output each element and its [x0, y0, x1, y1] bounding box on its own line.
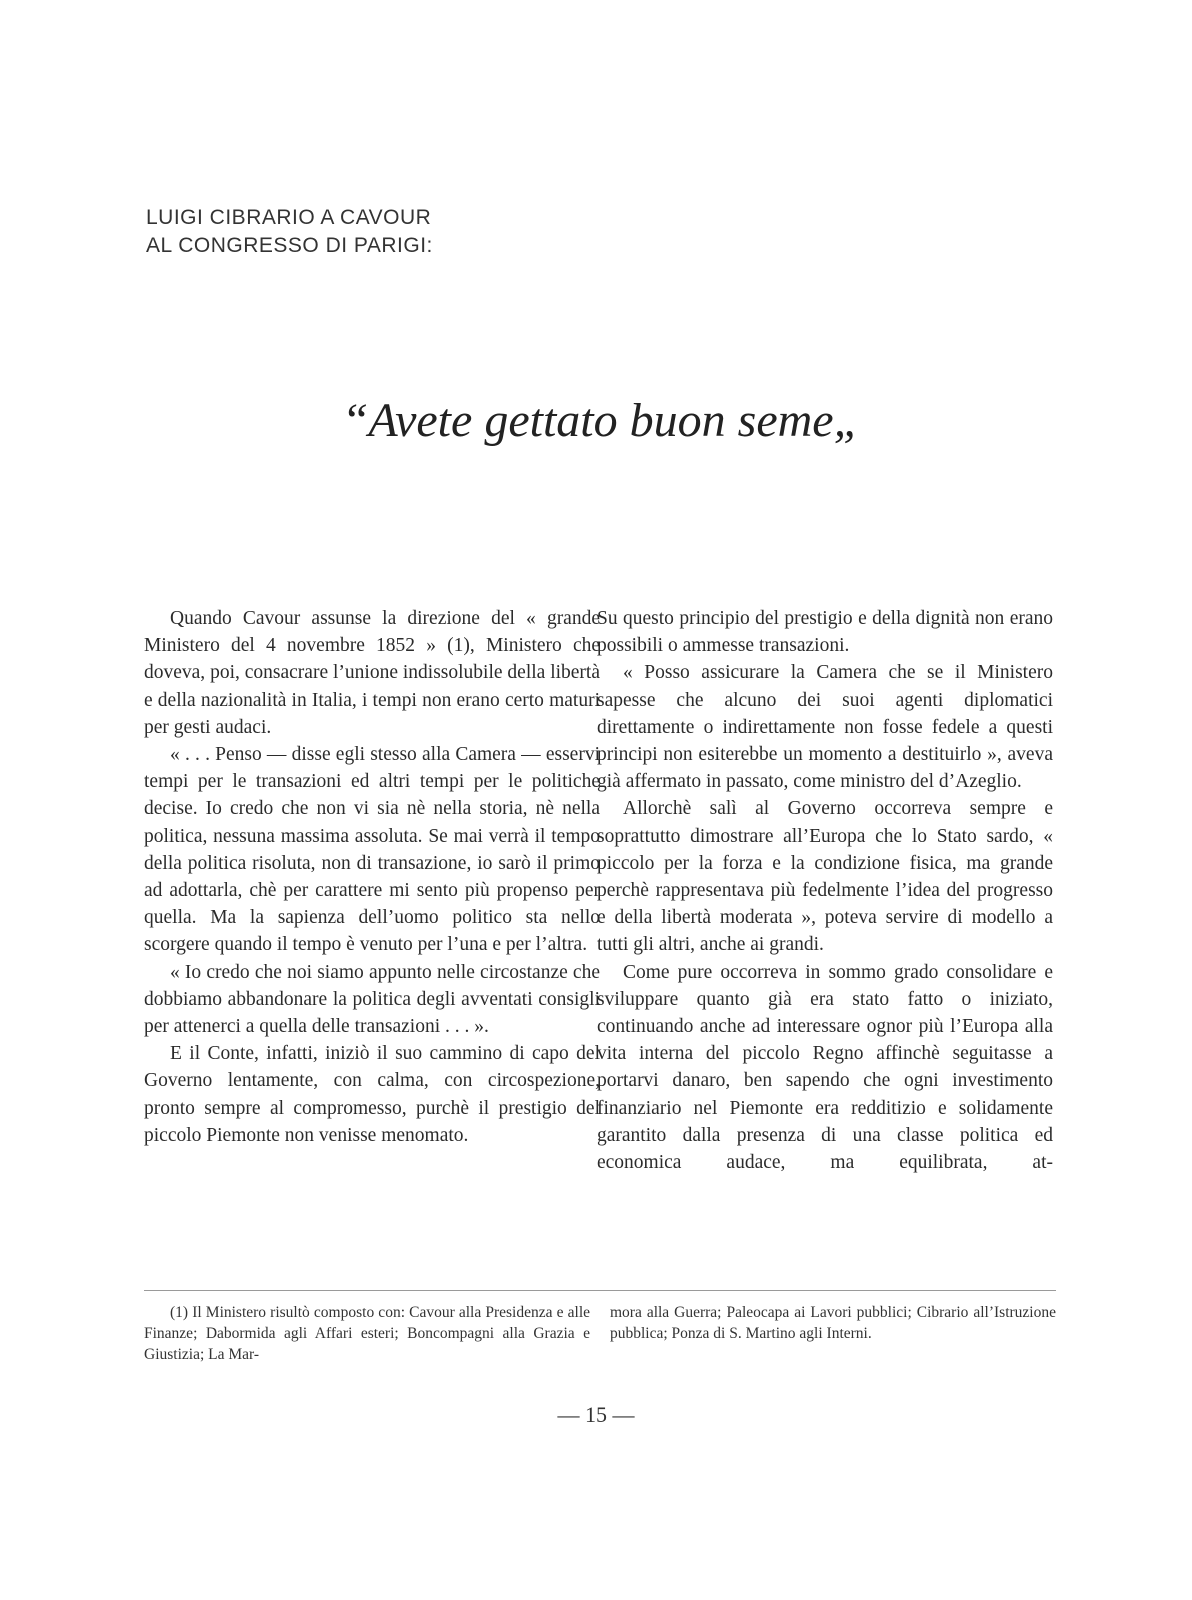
article-heading	[146, 204, 433, 260]
paragraph: « Posso assicurare la Camera che se il Ministero sapesse che alcuno dei suoi agenti diplomatici direttamente o indirettamente non fosse fedele a questi principi non esiterebbe un momento a destituirlo », aveva già affermato in passato, come ministro del d’Azeglio.	[597, 662, 1053, 793]
footnote-left	[144, 1302, 590, 1365]
heading-line-2: AL CONGRESSO DI PARIGI:	[146, 234, 433, 257]
footnote-text: (1) Il Ministero risultò composto con: Cavour alla Presidenza e alle Finanze; Dabormida agli Affari esteri; Boncompagni alla Grazia e Giustizia; La Mar-	[144, 1304, 590, 1363]
paragraph: « Io credo che noi siamo appunto nelle circostanze che dobbiamo abbandonare la politica degli avventati consigli per attenerci a quella delle transazioni . . . ».	[144, 961, 600, 1038]
heading-line-1: LUIGI CIBRARIO A CAVOUR	[146, 206, 432, 229]
article-title: “Avete gettato buon seme„	[341, 394, 861, 447]
page-number: — 15 —	[557, 1402, 635, 1427]
paragraph: Come pure occorreva in sommo grado consolidare e sviluppare quanto già era stato fatto o iniziato, continuando anche ad interessare ognor più l’Europa alla vita interna del piccolo Regno affinchè seguitasse a portarvi danaro, ben sapendo che ogni investimento finanziario nel Piemonte era redditizio e solidamente garantito dalla presenza di una classe politica ed economica audace, ma equilibrata, at-	[597, 961, 1053, 1174]
paragraph: Su questo principio del prestigio e della dignità non erano possibili o ammesse transazioni.	[597, 608, 1053, 657]
right-column	[597, 605, 1053, 1176]
paragraph: Quando Cavour assunse la direzione del « grande Ministero del 4 novembre 1852 » (1), Ministero che doveva, poi, consacrare l’unione indissolubile della libertà e della nazionalità in Italia, i tempi non erano certo maturi per gesti audaci.	[144, 608, 600, 738]
footnote-text: mora alla Guerra; Paleocapa ai Lavori pubblici; Cibrario all’Istruzione pubblica; Ponza di S. Martino agli Interni.	[610, 1304, 1056, 1342]
paragraph: Allorchè salì al Governo occorreva sempre e soprattutto dimostrare all’Europa che lo Stato sardo, « piccolo per la forza e la condizione fisica, ma grande perchè rappresentava più fedelmente l’idea del progresso e della libertà moderata », poteva servire di modello a tutti gli altri, anche ai grandi.	[597, 798, 1053, 956]
paragraph: « . . . Penso — disse egli stesso alla Camera — esservi tempi per le transazioni ed altri tempi per le politiche decise. Io credo che non vi sia nè nella storia, nè nella politica, nessuna massima assoluta. Se mai verrà il tempo della politica risoluta, non di transazione, io sarò il primo ad adottarla, chè per carattere mi sento più propenso per quella. Ma la sapienza dell’uomo politico sta nello scorgere quando il tempo è venuto per l’una e per l’altra.	[144, 744, 600, 956]
footnote-divider	[144, 1290, 1056, 1291]
footnote-right	[610, 1302, 1056, 1344]
paragraph: E il Conte, infatti, iniziò il suo cammino di capo del Governo lentamente, con calma, con circospezione, pronto sempre al compromesso, purchè il prestigio del piccolo Piemonte non venisse menomato.	[144, 1043, 600, 1146]
left-column	[144, 605, 600, 1149]
